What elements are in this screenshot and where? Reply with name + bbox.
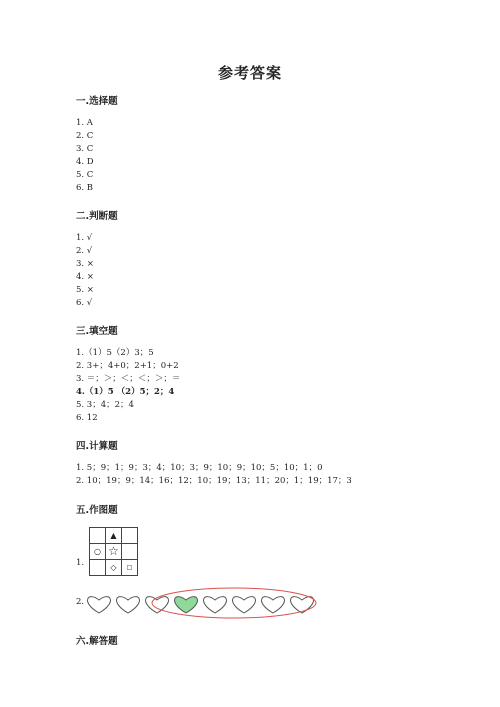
- draw-item-1-label: 1.: [76, 558, 85, 568]
- grid-cell: [90, 528, 106, 544]
- answer-item: 5. C: [76, 170, 94, 180]
- heart-filled-icon: [175, 597, 198, 613]
- triangle-icon: ▲: [106, 528, 122, 544]
- heart-icon: [204, 597, 227, 613]
- answer-item: 2. √: [76, 246, 93, 256]
- answer-item: 4. D: [76, 157, 94, 167]
- answer-item: 4. ×: [76, 272, 94, 282]
- section-heading-fill: 三.填空题: [76, 326, 118, 337]
- answer-item: 1. √: [76, 233, 93, 243]
- answer-item: 2. 3+；4+0；2+1；0+2: [76, 361, 179, 371]
- hearts-figure: [86, 587, 318, 623]
- heart-icon: [117, 597, 140, 613]
- answer-item: 6. 12: [76, 413, 98, 423]
- heart-icon: [291, 597, 314, 613]
- section-heading-draw: 五.作图题: [76, 505, 118, 516]
- answer-item: 4.（1）5 （2）5；2；4: [76, 387, 175, 397]
- answer-list-choice: [76, 117, 94, 195]
- diamond-icon: [90, 560, 106, 576]
- answer-item: 1. A: [76, 118, 93, 128]
- answer-list-fill: [76, 347, 180, 425]
- answer-item: 2. 10；19；9；14；16；12；10；19；13；11；20；1；19；17；3: [76, 476, 352, 486]
- answer-item: 1. 5；9；1；9；3；4；10；3；9；10；9；10；5；10；1；0: [76, 463, 323, 473]
- heart-icon: [88, 597, 111, 613]
- answer-item: 3. ＝；＞；＜；＜；＞；＝: [76, 374, 181, 384]
- heart-icon: [233, 597, 256, 613]
- answer-item: 3. C: [76, 144, 94, 154]
- shape-grid: [89, 527, 138, 576]
- square-icon: □: [122, 560, 138, 576]
- draw-item-2-label: 2.: [76, 597, 85, 607]
- answer-item: 2. C: [76, 131, 94, 141]
- answer-list-judge: [76, 232, 94, 310]
- section-heading-solve: 六.解答题: [76, 636, 118, 647]
- answer-item: 1.（1）5（2）3；5: [76, 348, 154, 358]
- heart-icon: [146, 597, 169, 613]
- star-icon: ☆: [106, 544, 122, 560]
- answer-item: 5. 3；4；2；4: [76, 400, 134, 410]
- section-heading-calc: 四.计算题: [76, 441, 118, 452]
- answer-item: 5. ×: [76, 285, 94, 295]
- section-heading-judge: 二.判断题: [76, 211, 118, 222]
- grid-cell: [122, 544, 138, 560]
- answer-item: 6. √: [76, 298, 93, 308]
- answer-list-calc: [76, 462, 352, 488]
- page-title: 参考答案: [217, 64, 282, 82]
- grid-cell: [122, 528, 138, 544]
- circle-icon: ○: [90, 544, 106, 560]
- grid-cell: ◇: [106, 560, 122, 576]
- heart-icon: [262, 597, 285, 613]
- section-heading-choice: 一.选择题: [76, 96, 118, 107]
- answer-item: 3. ×: [76, 259, 94, 269]
- answer-item: 6. B: [76, 183, 94, 193]
